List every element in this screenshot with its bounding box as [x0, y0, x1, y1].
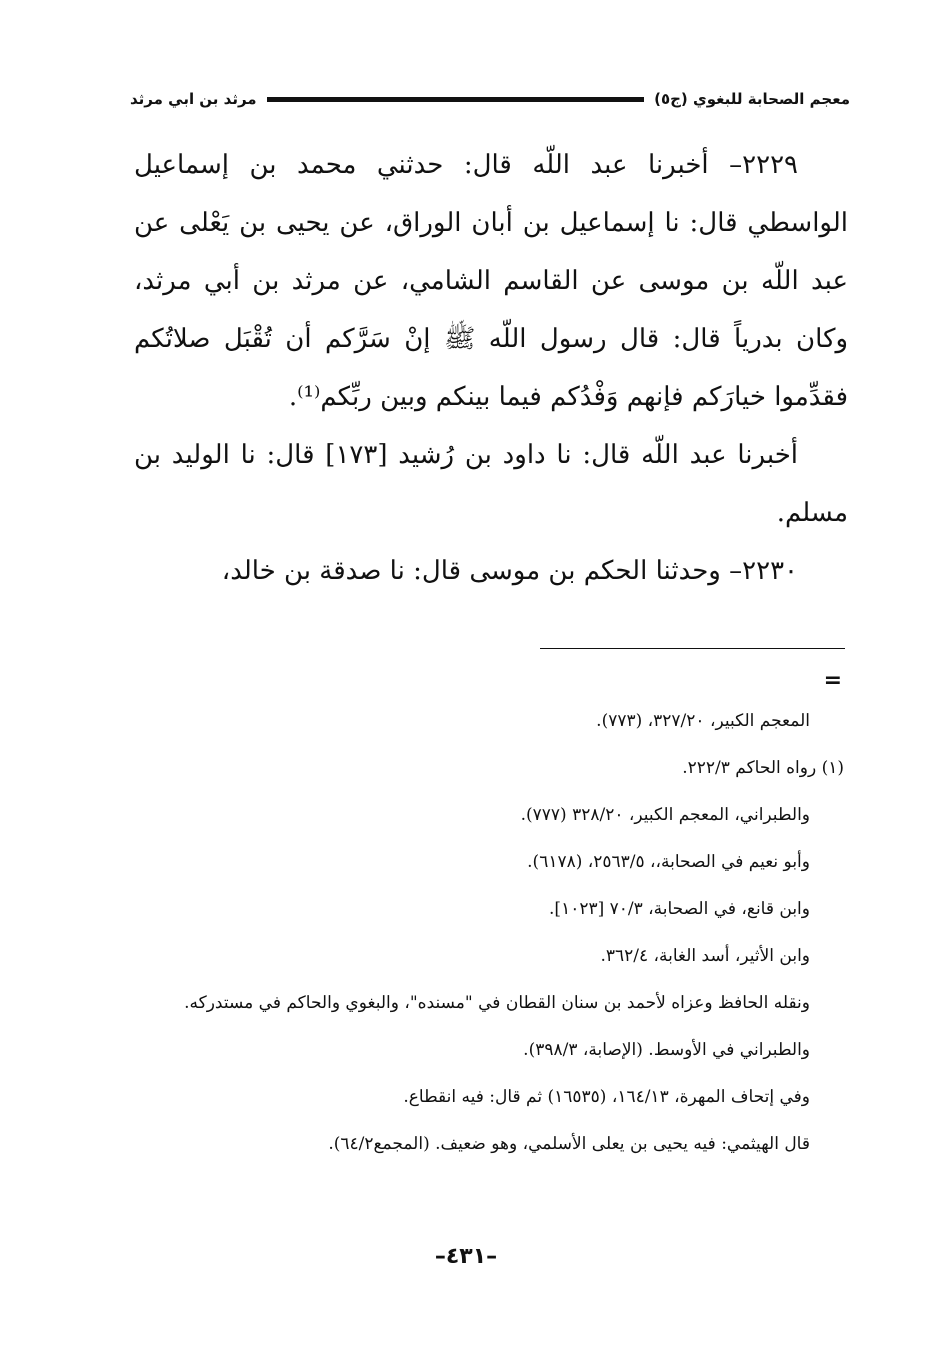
page-number: –٤٣١– — [434, 1244, 498, 1269]
footnote-line: وابن قانع، في الصحابة، ٧٠/٣ [١٠٢٣]. — [549, 899, 810, 919]
footnote-line: المعجم الكبير، ٣٢٧/٢٠، (٧٧٣). — [596, 711, 810, 731]
footnote-line: وأبو نعيم في الصحابة،، ٢٥٦٣/٥، (٦١٧٨). — [527, 852, 810, 872]
header-rule — [267, 97, 645, 102]
main-text — [134, 136, 848, 600]
isnad-paragraph: أخبرنا عبد اللّه قال: نا داود بن رُشيد [١٧٣] قال: نا الوليد بن مسلم. — [134, 440, 848, 528]
hadith-2230: ٢٢٣٠– وحدثنا الحكم بن موسى قال: نا صدقة بن خالد، — [221, 556, 798, 586]
hadith-2229: ٢٢٢٩– أخبرنا عبد اللّه قال: حدثني محمد بن إسماعيل الواسطي قال: نا إسماعيل بن أبان الوراق، عن يحيى بن يَعْلى عن عبد اللّه بن موسى عن القاسم الشامي، عن مرثد بن أبي مرثد، وكان بدرياً قال: قال رسول اللّه ﷺ إنْ سَرَّكم أن تُقْبَل صلاتُكم فقدِّموا خيارَكم فإنهم وَفْدُكم فيما بينكم وبين ربِّكم⁽¹⁾. — [134, 150, 848, 412]
running-header — [130, 84, 850, 114]
footnote-separator — [540, 648, 845, 649]
footnote-line: وابن الأثير، أسد الغابة، ٣٦٢/٤. — [600, 946, 810, 966]
footnote-line: ونقله الحافظ وعزاه لأحمد بن سنان القطان في "مسنده"، والبغوي والحاكم في مستدركه. — [184, 993, 810, 1013]
footnote-line: والطبراني في الأوسط. (الإصابة، ٣٩٨/٣). — [523, 1040, 810, 1060]
footnote-line: وفي إتحاف المهرة، ١٦٤/١٣، (١٦٥٣٥) ثم قال: فيه انقطاع. — [403, 1087, 810, 1107]
footnote-continuation-mark: = — [823, 668, 842, 693]
footnote-line: (١) رواه الحاكم ٢٢٢/٣. — [682, 758, 844, 778]
footnotes — [132, 698, 848, 1168]
footnote-line: قال الهيثمي: فيه يحيى بن يعلى الأسلمي، وهو ضعيف. (المجمع٦٤/٢). — [328, 1134, 810, 1154]
header-chapter-title: مرثد بن ابي مرثد — [130, 90, 257, 108]
footnote-line: والطبراني، المعجم الكبير، ٣٢٨/٢٠ (٧٧٧). — [520, 805, 810, 825]
header-book-title: معجم الصحابة للبغوي (ج٥) — [654, 90, 850, 108]
